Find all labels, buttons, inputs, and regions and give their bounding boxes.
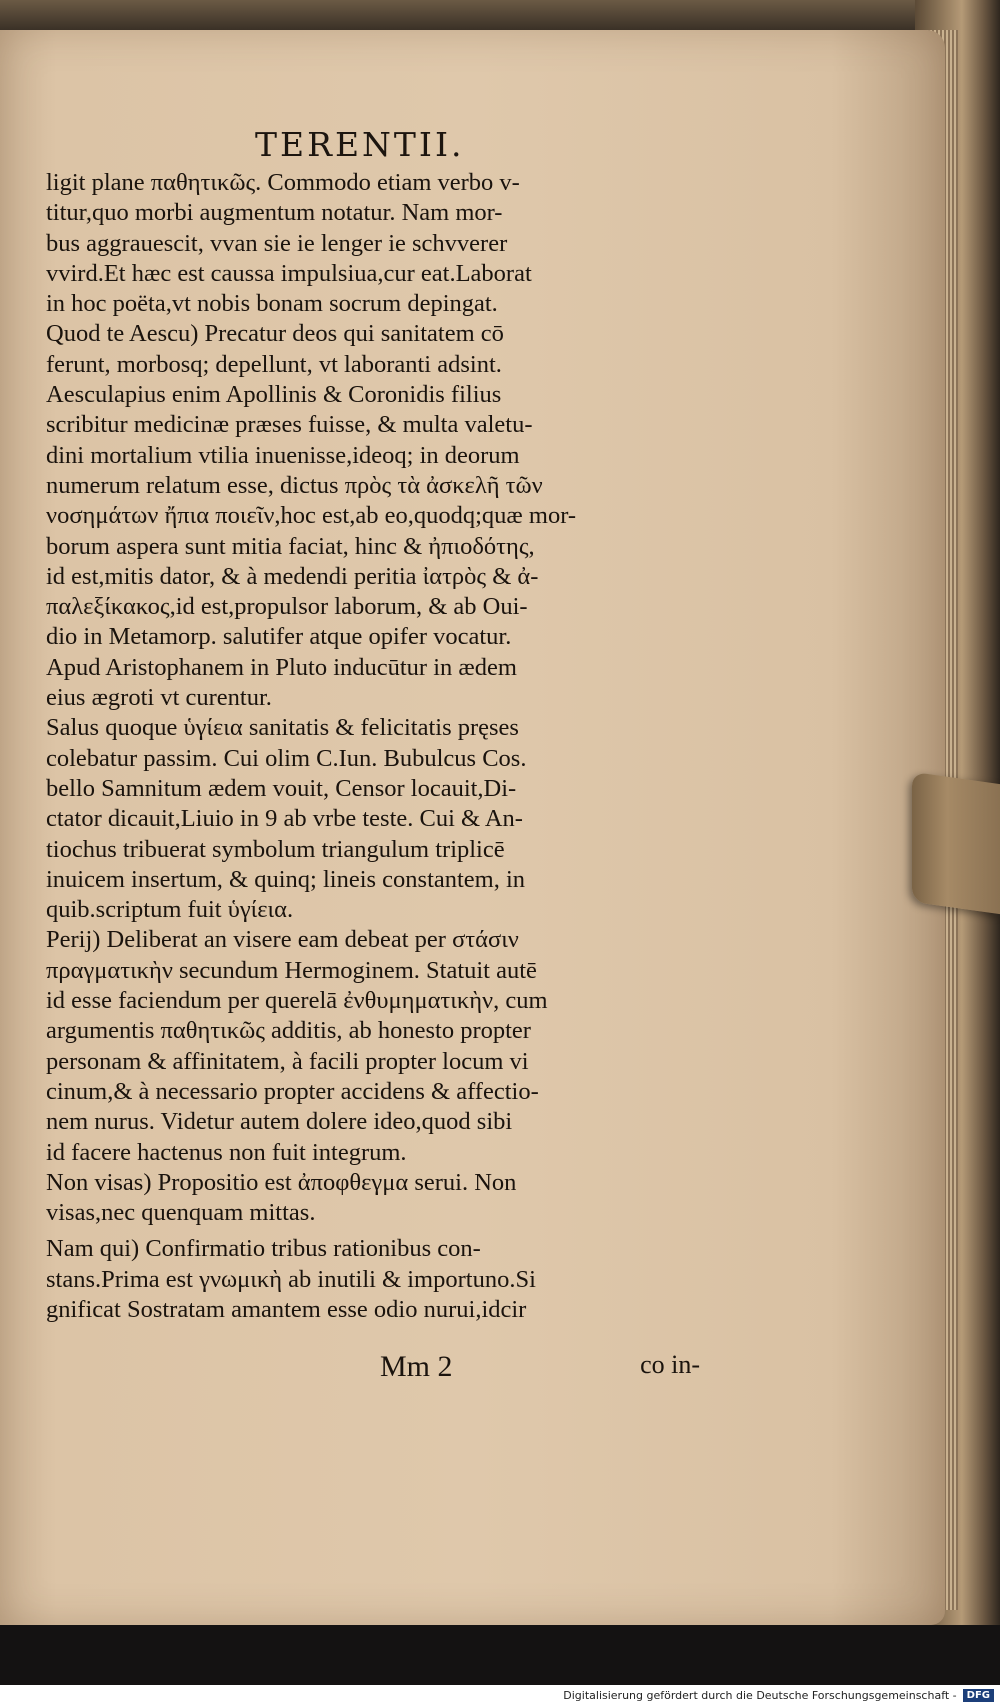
text-line: visas,nec quenquam mittas. (46, 1199, 316, 1227)
text-line: Non visas) Propositio est ἀποφθεγμα serui. Non (46, 1168, 517, 1196)
text-line: bus aggrauescit, vvan sie ie lenger ie schvverer (46, 229, 508, 257)
text-line: stans.Prima est γνωμικὴ ab inutili & importuno.Si (46, 1265, 536, 1293)
text-line: id facere hactenus non fuit integrum. (46, 1138, 407, 1166)
text-line: vvird.Et hæc est caussa impulsiua,cur eat.Laborat (46, 259, 532, 287)
text-line: tiochus tribuerat symbolum triangulum triplicē (46, 835, 505, 863)
digitization-footer (0, 1685, 1000, 1705)
signature-mark: Mm 2 (380, 1350, 453, 1383)
running-head: TERENTII. (255, 125, 465, 164)
text-line: Quod te Aescu) Precatur deos qui sanitatem cō (46, 320, 504, 348)
text-line: argumentis παθητικῶς additis, ab honesto propter (46, 1017, 531, 1045)
text-line: titur,quo morbi augmentum notatur. Nam mor- (46, 199, 503, 227)
text-line: Apud Aristophanem in Pluto inducūtur in ædem (46, 653, 517, 681)
body-text (46, 168, 686, 1325)
text-line: borum aspera sunt mitia faciat, hinc & ἠπιοδότης, (46, 532, 535, 560)
text-line: scribitur medicinæ præses fuisse, & multa valetu- (46, 411, 533, 439)
text-line: gnificat Sostratam amantem esse odio nurui,idcir (46, 1295, 527, 1323)
text-line: nem nurus. Videtur autem dolere ideo,quod sibi (46, 1108, 513, 1136)
text-line: numerum relatum esse, dictus πρὸς τὰ ἀσκελῆ τῶν (46, 471, 543, 499)
dfg-logo: DFG (963, 1689, 994, 1702)
text-line: colebatur passim. Cui olim C.Iun. Bubulcus Cos. (46, 744, 527, 772)
footer-credit: Digitalisierung gefördert durch die Deutsche Forschungsgemeinschaft - (563, 1688, 957, 1702)
text-line: personam & affinitatem, à facili propter locum vi (46, 1047, 529, 1075)
text-line: παλεξίκακος,id est,propulsor laborum, & ab Oui- (46, 593, 528, 621)
text-line: Perij) Deliberat an visere eam debeat per στάσιν (46, 926, 519, 954)
text-line: ligit plane παθητικῶς. Commodo etiam verbo v- (46, 169, 520, 196)
text-line: dio in Metamorp. salutifer atque opifer vocatur. (46, 623, 512, 651)
text-line: in hoc poëta,vt nobis bonam socrum depingat. (46, 290, 498, 318)
signature-line (380, 1350, 700, 1384)
text-line: ctator dicauit,Liuio in 9 ab vrbe teste. Cui & An- (46, 805, 523, 833)
text-line: Aesculapius enim Apollinis & Coronidis filius (46, 381, 502, 409)
text-line: inuicem insertum, & quinq; lineis constantem, in (46, 865, 526, 893)
text-line: πραγματικὴν secundum Hermoginem. Statuit autē (46, 956, 537, 984)
text-line: cinum,& à necessario propter accidens & affectio- (46, 1077, 539, 1105)
text-line: bello Samnitum ædem vouit, Censor locauit,Di- (46, 774, 517, 802)
text-line: id esse faciendum per querelā ἐνθυμηματικὴν, cum (46, 987, 548, 1015)
text-line: dini mortalium vtilia inuenisse,ideoq; in deorum (46, 441, 520, 469)
text-line: νοσημάτων ἤπια ποιεῖν,hoc est,ab eo,quodq;quæ mor- (46, 502, 577, 530)
text-line: Nam qui) Confirmatio tribus rationibus con- (46, 1235, 481, 1263)
catchword: co in- (640, 1350, 700, 1379)
text-line: ferunt, morbosq; depellunt, vt laboranti adsint. (46, 350, 502, 378)
text-line: Salus quoque ὑγίεια sanitatis & felicitatis pręses (46, 714, 519, 742)
text-line: id est,mitis dator, & à medendi peritia ἰατρὸς & ἀ- (46, 562, 539, 590)
bookmark-tab (912, 772, 1000, 914)
text-line: quib.scriptum fuit ὑγίεια. (46, 896, 294, 924)
text-line: eius ægroti vt curentur. (46, 684, 272, 712)
